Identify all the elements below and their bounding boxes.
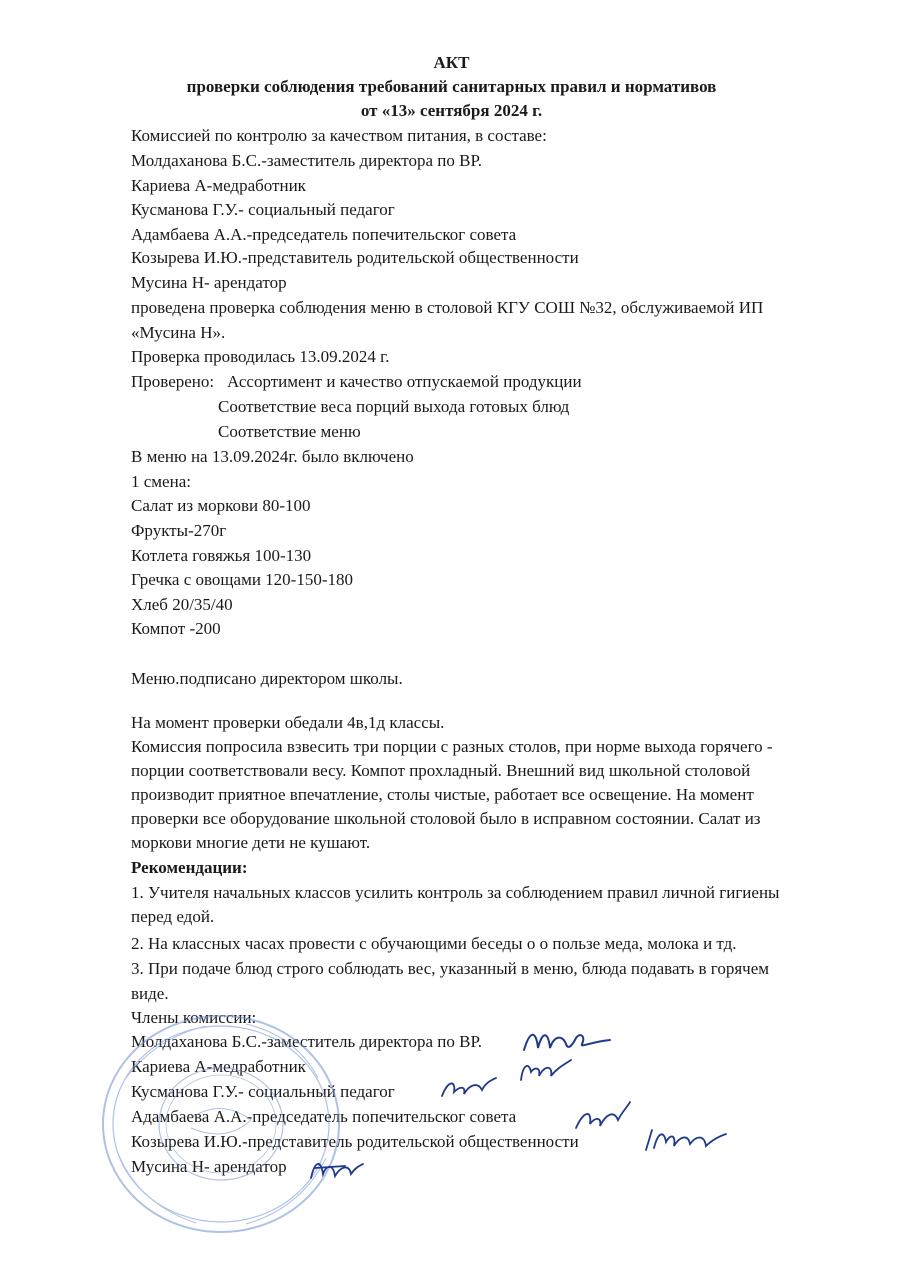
recommendation-line: виде. (131, 984, 169, 1003)
finding-line: проверки все оборудование школьной столовой было в исправном состоянии. Салат из (131, 809, 761, 828)
inspection-text: проведена проверка соблюдения меню в столовой КГУ СОШ №32, обслуживаемой ИП (131, 298, 764, 317)
recommendation-line: 1. Учителя начальных классов усилить контроль за соблюдением правил личной гигиены (131, 883, 780, 902)
checked-item: Соответствие веса порций выхода готовых блюд (218, 397, 570, 416)
checked-item: Ассортимент и качество отпускаемой продукции (227, 372, 582, 391)
commission-intro: Комиссией по контролю за качеством питания, в составе: (131, 126, 547, 145)
finding-line: производит приятное впечатление, столы чистые, работает все освещение. На момент (131, 785, 754, 804)
finding-line: На момент проверки обедали 4в,1д классы. (131, 713, 445, 732)
commission-member: Кариева А-медработник (131, 176, 306, 195)
menu-item: Компот -200 (131, 619, 221, 638)
document-date: от «13» сентября 2024 г. (360, 101, 543, 120)
signature-kusmanova-icon (438, 1074, 498, 1102)
inspection-date: Проверка проводилась 13.09.2024 г. (131, 347, 390, 366)
signature-member: Молдаханова Б.С.-заместитель директора по ВР. (131, 1032, 483, 1051)
signature-member: Адамбаева А.А.-председатель попечительског совета (131, 1107, 517, 1126)
recommendations-heading: Рекомендации: (131, 858, 248, 877)
menu-item: Салат из моркови 80-100 (131, 496, 311, 515)
signature-member: Мусина Н- арендатор (131, 1157, 287, 1176)
finding-line: моркови многие дети не кушают. (131, 833, 371, 852)
menu-intro: В меню на 13.09.2024г. было включено (131, 447, 414, 466)
signature-musina-icon (305, 1152, 365, 1186)
menu-item: Хлеб 20/35/40 (131, 595, 233, 614)
document-title: АКТ (433, 53, 470, 72)
recommendation-line: 2. На классных часах провести с обучающими беседы о о пользе меда, молока и тд. (131, 934, 737, 953)
signature-member: Козырева И.Ю.-представитель родительской общественности (131, 1132, 579, 1151)
finding-line: порции соответствовали весу. Компот прохладный. Внешний вид школьной столовой (131, 761, 751, 780)
commission-member: Мусина Н- арендатор (131, 273, 287, 292)
signature-moldakhanova-icon (520, 1022, 620, 1058)
commission-member: Козырева И.Ю.-представитель родительской общественности (131, 248, 579, 267)
checked-label: Проверено: (131, 372, 215, 391)
menu-item: Котлета говяжья 100-130 (131, 546, 312, 565)
menu-shift: 1 смена: (131, 472, 191, 491)
signature-karieva-icon (515, 1054, 575, 1084)
signature-member: Кариева А-медработник (131, 1057, 306, 1076)
members-heading: Члены комиссии: (131, 1008, 257, 1027)
document-subtitle: проверки соблюдения требований санитарных правил и нормативов (186, 77, 717, 96)
menu-item: Фрукты-270г (131, 521, 227, 540)
commission-member: Кусманова Г.У.- социальный педагог (131, 200, 395, 219)
finding-line: Комиссия попросила взвесить три порции с разных столов, при норме выхода горячего - (131, 737, 773, 756)
round-stamp-icon (96, 1008, 346, 1240)
signature-member: Кусманова Г.У.- социальный педагог (131, 1082, 395, 1101)
commission-member: Адамбаева А.А.-председатель попечительског совета (131, 225, 517, 244)
recommendation-line: 3. При подаче блюд строго соблюдать вес, указанный в меню, блюда подавать в горячем (131, 959, 770, 978)
menu-signed: Меню.подписано директором школы. (131, 669, 403, 688)
inspection-text: «Мусина Н». (131, 323, 226, 342)
menu-item: Гречка с овощами 120-150-180 (131, 570, 353, 589)
commission-member: Молдаханова Б.С.-заместитель директора по ВР. (131, 151, 483, 170)
signature-adambaeva-icon (572, 1100, 632, 1136)
signature-kozyreva-icon (640, 1122, 730, 1156)
recommendation-line: перед едой. (131, 907, 215, 926)
checked-item: Соответствие меню (218, 422, 361, 441)
